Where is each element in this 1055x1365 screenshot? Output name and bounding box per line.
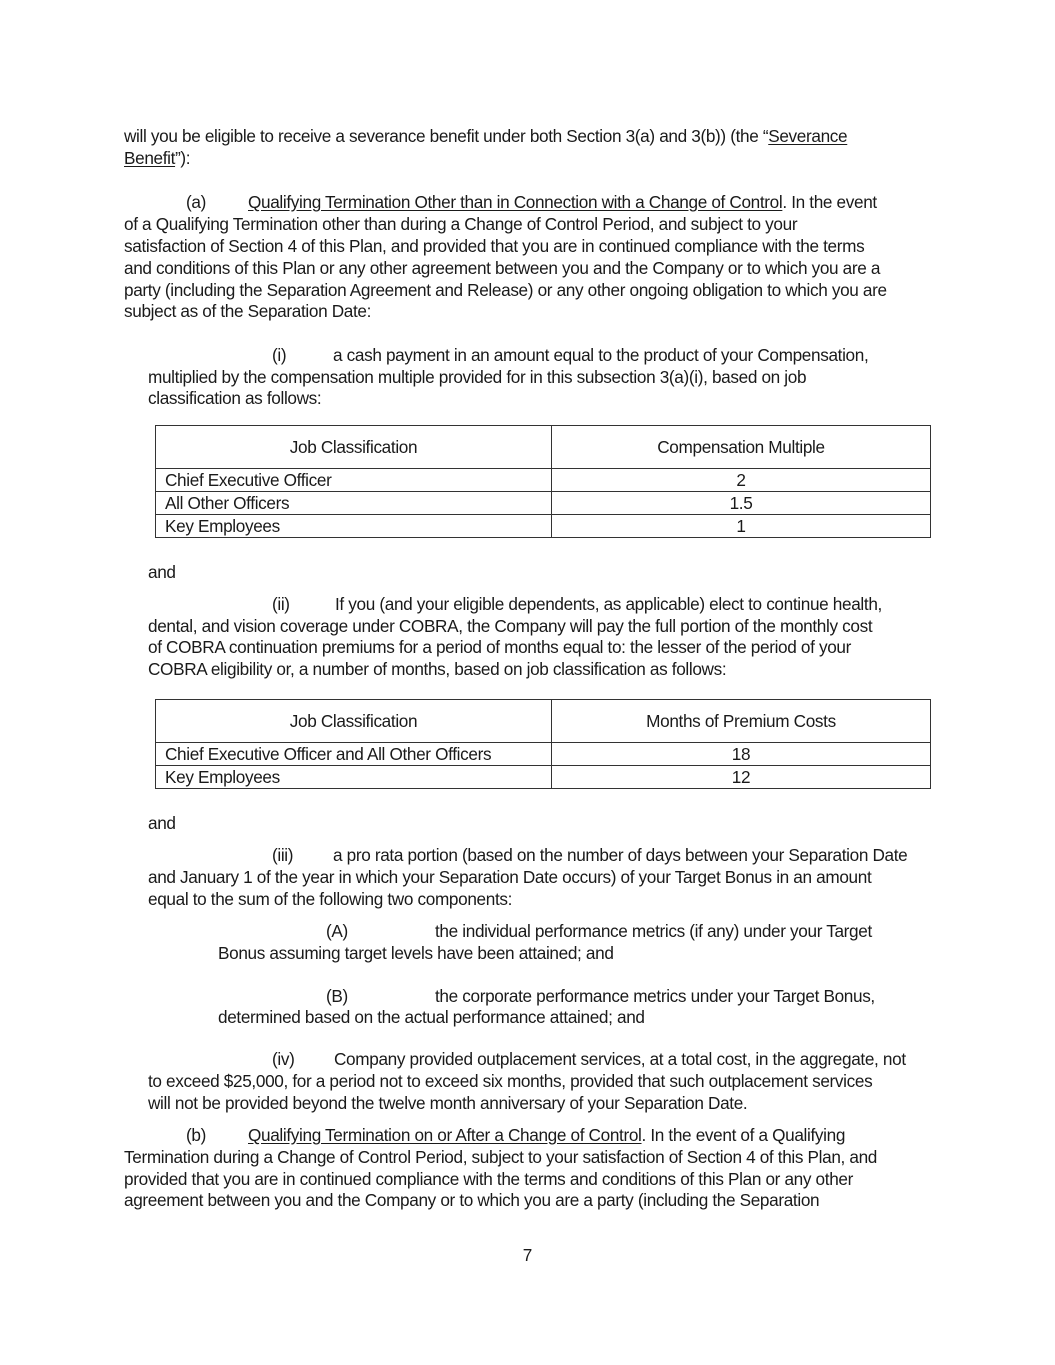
cell-job-classification: Key Employees bbox=[156, 766, 552, 789]
section-a-line: subject as of the Separation Date: bbox=[124, 301, 372, 321]
sub-b-label: (B) bbox=[326, 986, 348, 1006]
section-a-label: (a) bbox=[186, 192, 206, 212]
section-b-line: Termination during a Change of Control Period, subject to your satisfaction of Section 4 of this Plan, and bbox=[124, 1147, 878, 1167]
section-a-text: . In the event bbox=[782, 192, 877, 212]
item-iv-line: will not be provided beyond the twelve month anniversary of your Separation Date. bbox=[148, 1093, 748, 1113]
sub-b-line: the corporate performance metrics under your Target Bonus, bbox=[435, 986, 875, 1006]
item-iv-label: (iv) bbox=[272, 1049, 295, 1069]
table-row bbox=[156, 766, 931, 789]
page-number: 7 bbox=[522, 1245, 533, 1265]
intro-tail: ”): bbox=[175, 148, 191, 168]
intro-line-2 bbox=[124, 147, 190, 169]
section-b-line: agreement between you and the Company or to which you are a party (including the Separation bbox=[124, 1190, 820, 1210]
cell-job-classification: Chief Executive Officer bbox=[156, 469, 552, 492]
cell-job-classification: Key Employees bbox=[156, 515, 552, 538]
item-ii-label: (ii) bbox=[272, 594, 290, 614]
sub-a-line: the individual performance metrics (if any) under your Target bbox=[435, 921, 872, 941]
section-a-heading: Qualifying Termination Other than in Connection with a Change of Control bbox=[248, 192, 783, 212]
intro-text: will you be eligible to receive a severance benefit under both Section 3(a) and 3(b)) (the “ bbox=[124, 126, 769, 146]
cell-job-classification: All Other Officers bbox=[156, 492, 552, 515]
item-iii-line: a pro rata portion (based on the number of days between your Separation Date bbox=[333, 845, 908, 865]
item-i-label: (i) bbox=[272, 345, 287, 365]
section-b-line: provided that you are in continued compliance with the terms and conditions of this Plan or any other bbox=[124, 1169, 853, 1189]
defined-term-severance: Severance bbox=[768, 126, 848, 146]
cell-months: 12 bbox=[552, 766, 931, 789]
item-ii-line: If you (and your eligible dependents, as applicable) elect to continue health, bbox=[335, 594, 882, 614]
section-b-label: (b) bbox=[186, 1125, 206, 1145]
compensation-multiple-table bbox=[155, 425, 931, 538]
cell-multiple: 2 bbox=[552, 469, 931, 492]
item-ii-line: COBRA eligibility or, a number of months, based on job classification as follows: bbox=[148, 659, 727, 679]
defined-term-benefit: Benefit bbox=[124, 148, 176, 168]
section-a-heading-line bbox=[248, 191, 877, 213]
section-a-line: party (including the Separation Agreement and Release) or any other ongoing obligation to which you are bbox=[124, 280, 887, 300]
section-a-line: and conditions of this Plan or any other agreement between you and the Company or to which you are a bbox=[124, 258, 881, 278]
table-row bbox=[156, 515, 931, 538]
sub-b-line: determined based on the actual performance attained; and bbox=[218, 1007, 645, 1027]
cell-multiple: 1.5 bbox=[552, 492, 931, 515]
item-iii-line: equal to the sum of the following two components: bbox=[148, 889, 513, 909]
section-a-line: of a Qualifying Termination other than during a Change of Control Period, and subject to your bbox=[124, 214, 798, 234]
section-b-heading: Qualifying Termination on or After a Change of Control bbox=[248, 1125, 642, 1145]
column-header-months-of-premium-costs: Months of Premium Costs bbox=[552, 700, 931, 743]
column-header-job-classification: Job Classification bbox=[156, 426, 552, 469]
item-i-line: classification as follows: bbox=[148, 388, 322, 408]
item-i-line: multiplied by the compensation multiple provided for in this subsection 3(a)(i), based on job bbox=[148, 367, 807, 387]
table-row bbox=[156, 492, 931, 515]
item-iii-label: (iii) bbox=[272, 845, 294, 865]
table-header-row bbox=[156, 426, 931, 469]
section-a-line: satisfaction of Section 4 of this Plan, and provided that you are in continued compliance with the terms bbox=[124, 236, 865, 256]
section-b-text: . In the event of a Qualifying bbox=[641, 1125, 846, 1145]
item-iii-line: and January 1 of the year in which your Separation Date occurs) of your Target Bonus in an amount bbox=[148, 867, 872, 887]
item-i-line: a cash payment in an amount equal to the product of your Compensation, bbox=[333, 345, 869, 365]
sub-a-line: Bonus assuming target levels have been attained; and bbox=[218, 943, 614, 963]
section-b-heading-line bbox=[248, 1124, 845, 1146]
cell-job-classification: Chief Executive Officer and All Other Officers bbox=[156, 743, 552, 766]
item-ii-line: dental, and vision coverage under COBRA, the Company will pay the full portion of the monthly cost bbox=[148, 616, 873, 636]
item-ii-line: of COBRA continuation premiums for a period of months equal to: the lesser of the period of your bbox=[148, 637, 851, 657]
table-row bbox=[156, 469, 931, 492]
intro-line-1 bbox=[124, 125, 847, 147]
cell-multiple: 1 bbox=[552, 515, 931, 538]
item-iv-line: to exceed $25,000, for a period not to exceed six months, provided that such outplacement services bbox=[148, 1071, 873, 1091]
conjunction-and: and bbox=[148, 562, 176, 582]
item-iv-line: Company provided outplacement services, at a total cost, in the aggregate, not bbox=[334, 1049, 906, 1069]
table-header-row bbox=[156, 700, 931, 743]
column-header-compensation-multiple: Compensation Multiple bbox=[552, 426, 931, 469]
conjunction-and: and bbox=[148, 813, 176, 833]
sub-a-label: (A) bbox=[326, 921, 348, 941]
column-header-job-classification: Job Classification bbox=[156, 700, 552, 743]
premium-months-table bbox=[155, 699, 931, 789]
table-row bbox=[156, 743, 931, 766]
cell-months: 18 bbox=[552, 743, 931, 766]
